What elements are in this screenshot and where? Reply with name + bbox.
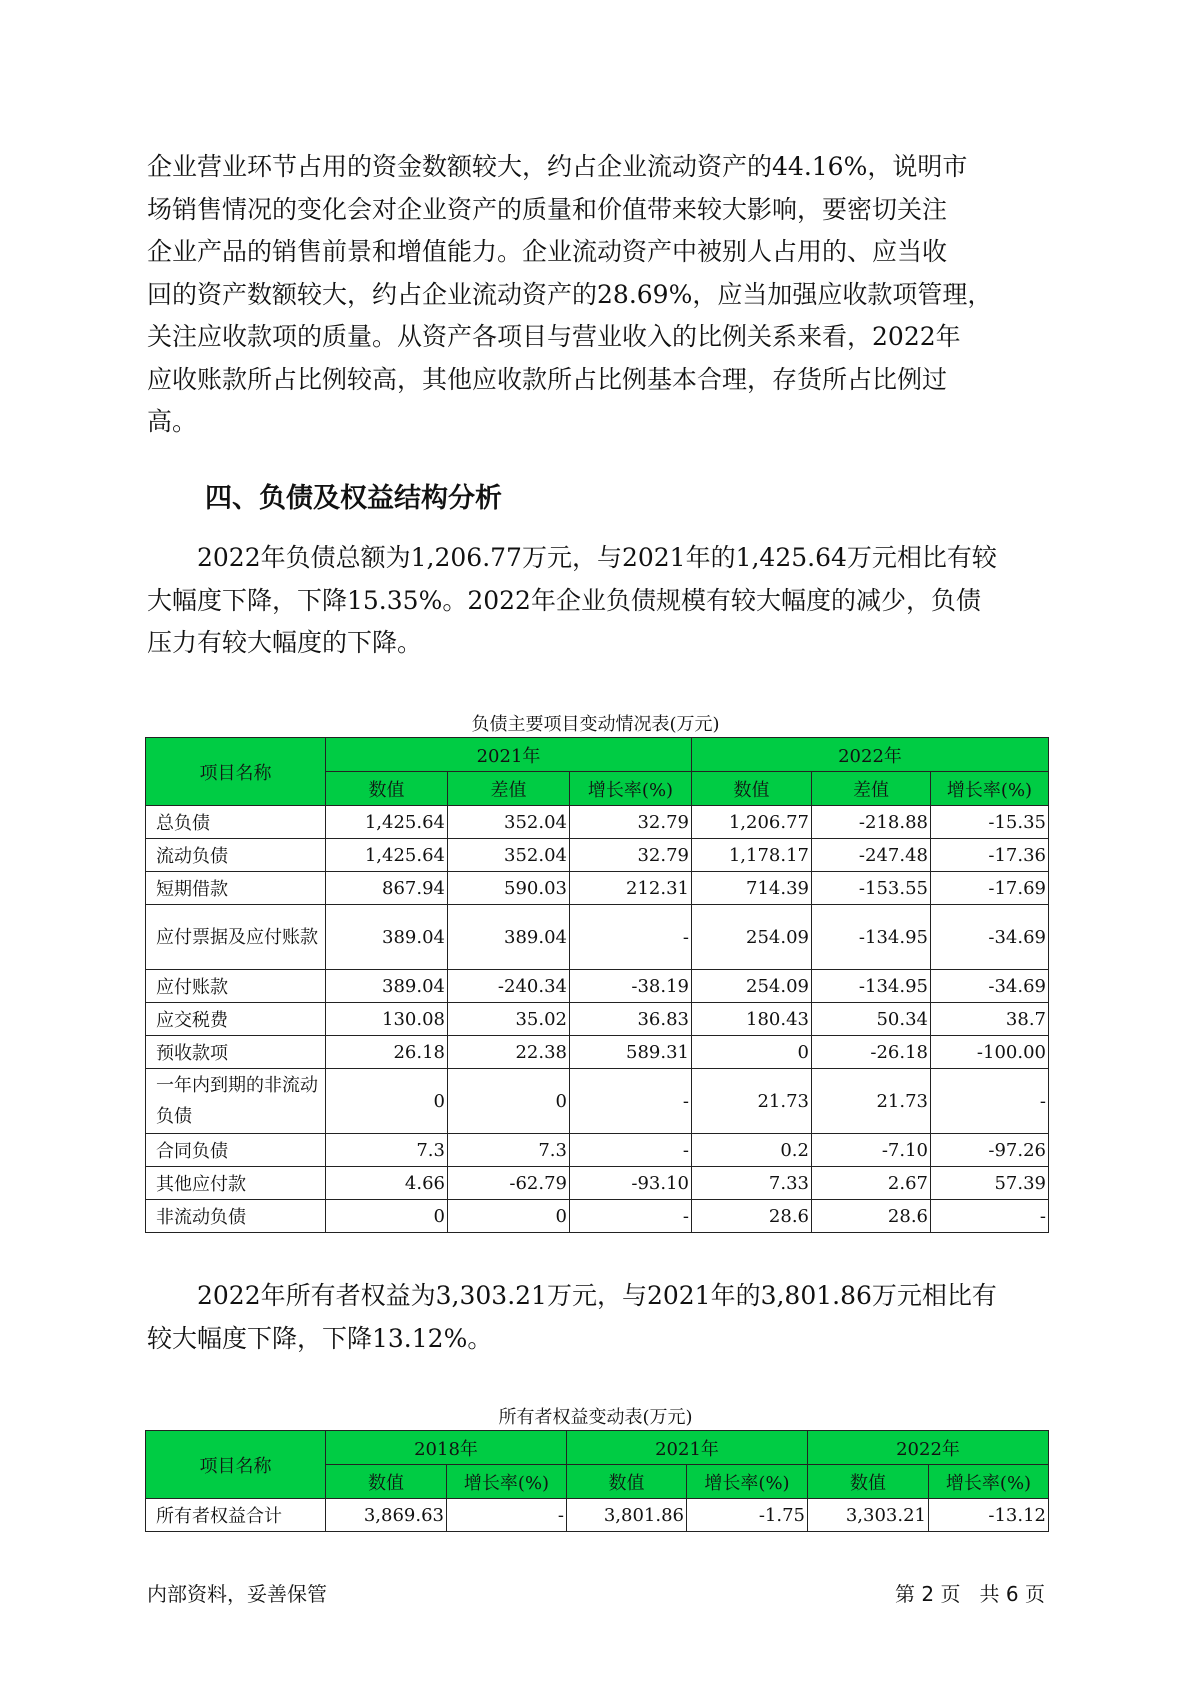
table-cell: 0 [326,1069,448,1134]
table-cell: -218.88 [812,806,931,839]
table-cell: 32.79 [570,806,692,839]
table-cell: 28.6 [692,1200,812,1233]
table-cell: 389.04 [448,905,570,970]
table-cell: 3,801.86 [567,1499,687,1532]
row-label: 应付账款 [146,970,326,1003]
table-cell: 4.66 [326,1167,448,1200]
table-cell: 352.04 [448,839,570,872]
header-year-2021: 2021年 [326,738,692,772]
row-label: 其他应付款 [146,1167,326,1200]
table-cell: -247.48 [812,839,931,872]
table-row [146,839,1049,872]
liability-table-body [146,806,1049,1233]
row-label: 合同负债 [146,1134,326,1167]
table-row [146,1069,1049,1134]
table-cell: 26.18 [326,1036,448,1069]
subheader-growth: 增长率(%) [687,1465,808,1499]
header-year-2018: 2018年 [326,1431,567,1465]
table-cell: -13.12 [929,1499,1049,1532]
equity-table [145,1430,1049,1532]
text-line: 2022年所有者权益为3,303.21万元，与2021年的3,801.86万元相比有 [197,1281,997,1310]
table-cell: -26.18 [812,1036,931,1069]
table-cell: 254.09 [692,905,812,970]
subheader-growth: 增长率(%) [447,1465,567,1499]
row-label: 应付票据及应付账款 [146,905,326,970]
table-row [146,1499,1049,1532]
table-cell: -15.35 [931,806,1049,839]
table-cell: -34.69 [931,905,1049,970]
text-line: 企业营业环节占用的资金数额较大，约占企业流动资产的44.16%，说明市 [147,152,968,181]
table-cell: 0 [448,1069,570,1134]
table-cell: 32.79 [570,839,692,872]
row-label: 所有者权益合计 [146,1499,326,1532]
table-cell: -7.10 [812,1134,931,1167]
footer-page-number: 第 2 页 共 6 页 [895,1582,1045,1606]
table-cell: 3,303.21 [808,1499,929,1532]
table-cell: 389.04 [326,905,448,970]
table-cell: - [570,905,692,970]
table-cell: -17.69 [931,872,1049,905]
text-line: 关注应收款项的质量。从资产各项目与营业收入的比例关系来看，2022年 [147,322,961,351]
table-row [146,1134,1049,1167]
subheader-value: 数值 [326,772,448,806]
table-cell: 21.73 [692,1069,812,1134]
table-cell: -134.95 [812,905,931,970]
subheader-growth: 增长率(%) [929,1465,1049,1499]
table-cell: - [570,1134,692,1167]
table-cell: -97.26 [931,1134,1049,1167]
header-year-2021: 2021年 [567,1431,808,1465]
equity-table-body [146,1499,1049,1532]
text-line: 企业产品的销售前景和增值能力。企业流动资产中被别人占用的、应当收 [147,237,948,266]
table1-caption: 负债主要项目变动情况表(万元) [471,714,720,735]
row-label: 应交税费 [146,1003,326,1036]
table-cell: 21.73 [812,1069,931,1134]
table-cell: 7.3 [326,1134,448,1167]
table-cell: -1.75 [687,1499,808,1532]
row-label: 一年内到期的非流动负债 [146,1069,326,1134]
subheader-value: 数值 [567,1465,687,1499]
table-cell: -62.79 [448,1167,570,1200]
table-cell: - [447,1499,567,1532]
table-cell: 589.31 [570,1036,692,1069]
table-cell: -34.69 [931,970,1049,1003]
table-cell: - [570,1069,692,1134]
table-cell: 36.83 [570,1003,692,1036]
text-line: 压力有较大幅度的下降。 [147,628,423,657]
table-cell: 0 [326,1200,448,1233]
row-label: 流动负债 [146,839,326,872]
table-row [146,1003,1049,1036]
table-cell: 590.03 [448,872,570,905]
text-line: 应收账款所占比例较高，其他应收款所占比例基本合理，存货所占比例过 [147,364,948,394]
table-cell: 352.04 [448,806,570,839]
table-cell: 38.7 [931,1003,1049,1036]
paragraph-liability-summary [147,537,1045,665]
text-line: 大幅度下降，下降15.35%。2022年企业负债规模有较大幅度的减少，负债 [147,585,981,615]
table-cell: 22.38 [448,1036,570,1069]
header-item-name: 项目名称 [146,738,326,806]
table-cell: 28.6 [812,1200,931,1233]
table-row [146,1167,1049,1200]
row-label: 预收款项 [146,1036,326,1069]
table-cell: 35.02 [448,1003,570,1036]
table-cell: 1,425.64 [326,806,448,839]
table-row [146,1200,1049,1233]
subheader-growth: 增长率(%) [570,772,692,806]
section-heading: 四、负债及权益结构分析 [205,483,502,514]
table-row [146,806,1049,839]
table-cell: - [570,1200,692,1233]
table-cell: - [931,1200,1049,1233]
text-line: 回的资产数额较大，约占企业流动资产的28.69%，应当加强应收款项管理， [147,279,993,309]
table-cell: 212.31 [570,872,692,905]
header-year-2022: 2022年 [808,1431,1049,1465]
subheader-value: 数值 [692,772,812,806]
table-cell: 57.39 [931,1167,1049,1200]
table-cell: - [931,1069,1049,1134]
table-cell: 3,869.63 [326,1499,447,1532]
table-cell: -100.00 [931,1036,1049,1069]
table-row [146,1036,1049,1069]
table-cell: 254.09 [692,970,812,1003]
table-cell: 0 [448,1200,570,1233]
row-label: 短期借款 [146,872,326,905]
text-line: 高。 [147,407,198,436]
table-cell: 389.04 [326,970,448,1003]
table-cell: -93.10 [570,1167,692,1200]
table-cell: -240.34 [448,970,570,1003]
row-label: 总负债 [146,806,326,839]
header-item-name: 项目名称 [146,1431,326,1499]
table-cell: 7.3 [448,1134,570,1167]
paragraph-asset-analysis [147,146,1045,444]
subheader-value: 数值 [808,1465,929,1499]
text-line: 2022年负债总额为1,206.77万元，与2021年的1,425.64万元相比有较 [197,543,997,572]
table-cell: -153.55 [812,872,931,905]
table-cell: 7.33 [692,1167,812,1200]
table-cell: -134.95 [812,970,931,1003]
table-row [146,872,1049,905]
text-line: 较大幅度下降，下降13.12%。 [147,1323,493,1353]
table-cell: 714.39 [692,872,812,905]
table-cell: 2.67 [812,1167,931,1200]
table-cell: 130.08 [326,1003,448,1036]
subheader-value: 数值 [326,1465,447,1499]
footer-confidential-note: 内部资料，妥善保管 [147,1582,327,1606]
text-line: 场销售情况的变化会对企业资产的质量和价值带来较大影响，要密切关注 [147,194,948,224]
table-row [146,970,1049,1003]
table-cell: -17.36 [931,839,1049,872]
row-label: 非流动负债 [146,1200,326,1233]
subheader-diff: 差值 [812,772,931,806]
table-cell: -38.19 [570,970,692,1003]
table-cell: 0.2 [692,1134,812,1167]
paragraph-equity-summary [147,1275,1045,1360]
table-cell: 180.43 [692,1003,812,1036]
table-cell: 1,206.77 [692,806,812,839]
table-cell: 1,178.17 [692,839,812,872]
header-year-2022: 2022年 [692,738,1049,772]
table-row [146,905,1049,970]
liability-table [145,737,1049,1233]
table-cell: 0 [692,1036,812,1069]
table-cell: 50.34 [812,1003,931,1036]
subheader-diff: 差值 [448,772,570,806]
table-cell: 867.94 [326,872,448,905]
subheader-growth: 增长率(%) [931,772,1049,806]
table-cell: 1,425.64 [326,839,448,872]
table2-caption: 所有者权益变动表(万元) [498,1407,693,1428]
